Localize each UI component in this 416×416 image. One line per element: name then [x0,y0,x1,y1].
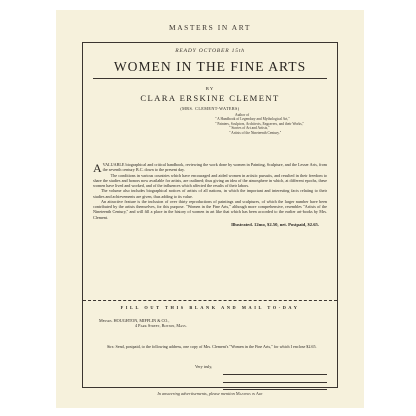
title-rule [93,78,327,79]
publication-name: Masters in Art [235,391,263,396]
signature-line[interactable] [223,374,327,375]
author-alias: (MRS. CLEMENT-WATERS) [180,106,240,111]
ad-frame [82,42,338,388]
work-item: " Stories of Art and Artists," [229,126,270,131]
previous-works [215,113,327,135]
work-item: " A Handbook of Legendary and Mythological Art," [215,117,290,122]
footer-note: In answering advertisements, please mention Masters in Art [157,391,263,396]
work-item: " Artists of the Nineteenth Century." [229,130,282,135]
addr-prefix: Messrs. [99,318,113,323]
address-line[interactable] [223,382,327,383]
drop-cap: A [93,161,102,175]
description [93,162,327,227]
works-header: Author of [235,113,250,117]
closing: Very truly, [195,364,213,369]
price-line: Illustrated. 12mo, $2.50, net. Postpaid, $2.65. [231,221,319,227]
paragraph: The volume also includes biographical notices of artists of all nations, in which the important and interesting facts relating to their studies and achievements are given, thus adding to its value. [93,188,327,199]
by-label: BY [205,86,215,91]
paragraph: AVALUABLE biographical and critical handbook, reviewing the work done by women in Painting, Sculpture, and the Lesser Arts, from the seventh century B.C. down to the present day. [93,161,327,175]
work-item: " Painters, Sculptors, Architects, Engravers, and their Works," [215,121,305,126]
paragraph: The conditions in various countries which have encouraged and aided women in artistic pursuits, and resulted in their freedom to share the studies and honors now available for artists, are outlined; thus giving an idea of the atmosphere in which, at different epochs, these women have lived and worked, and of the influences which affected the results of their labors. [93,172,327,188]
address-line[interactable] [223,389,327,390]
order-request: Sirs: Send, postpaid, to the following address, one copy of Mrs. Clement's "Women in the Fine Arts," for which I enclose $2.65. [107,344,317,349]
cut-line [83,300,337,301]
release-date: READY OCTOBER 15th [175,48,245,54]
paragraph: An attractive feature is the inclusion of over thirty reproductions of paintings and sculptures, of which the larger number have been contributed by the artists themselves, for this purpose. "Women in the Fine Arts," although more comprehensive, resembles "Artists of the Nineteenth Century," and will fill a place in the history of women in art like that which has been accorded to the earlier art-books by Mrs. Clement. [93,198,327,220]
masthead: MASTERS IN ART [169,23,251,32]
order-banner: FILL OUT THIS BLANK AND MAIL TO-DAY [120,305,300,310]
book-title: WOMEN IN THE FINE ARTS [113,59,307,74]
publisher-address [99,318,327,329]
order-text [99,344,327,349]
publisher-name: HOUGHTON, MIFFLIN & CO., [113,318,170,323]
author-name: CLARA ERSKINE CLEMENT [140,93,280,103]
publisher-street: 4 Park Street, Boston, Mass. [135,323,187,329]
advertisement-page [56,10,364,408]
